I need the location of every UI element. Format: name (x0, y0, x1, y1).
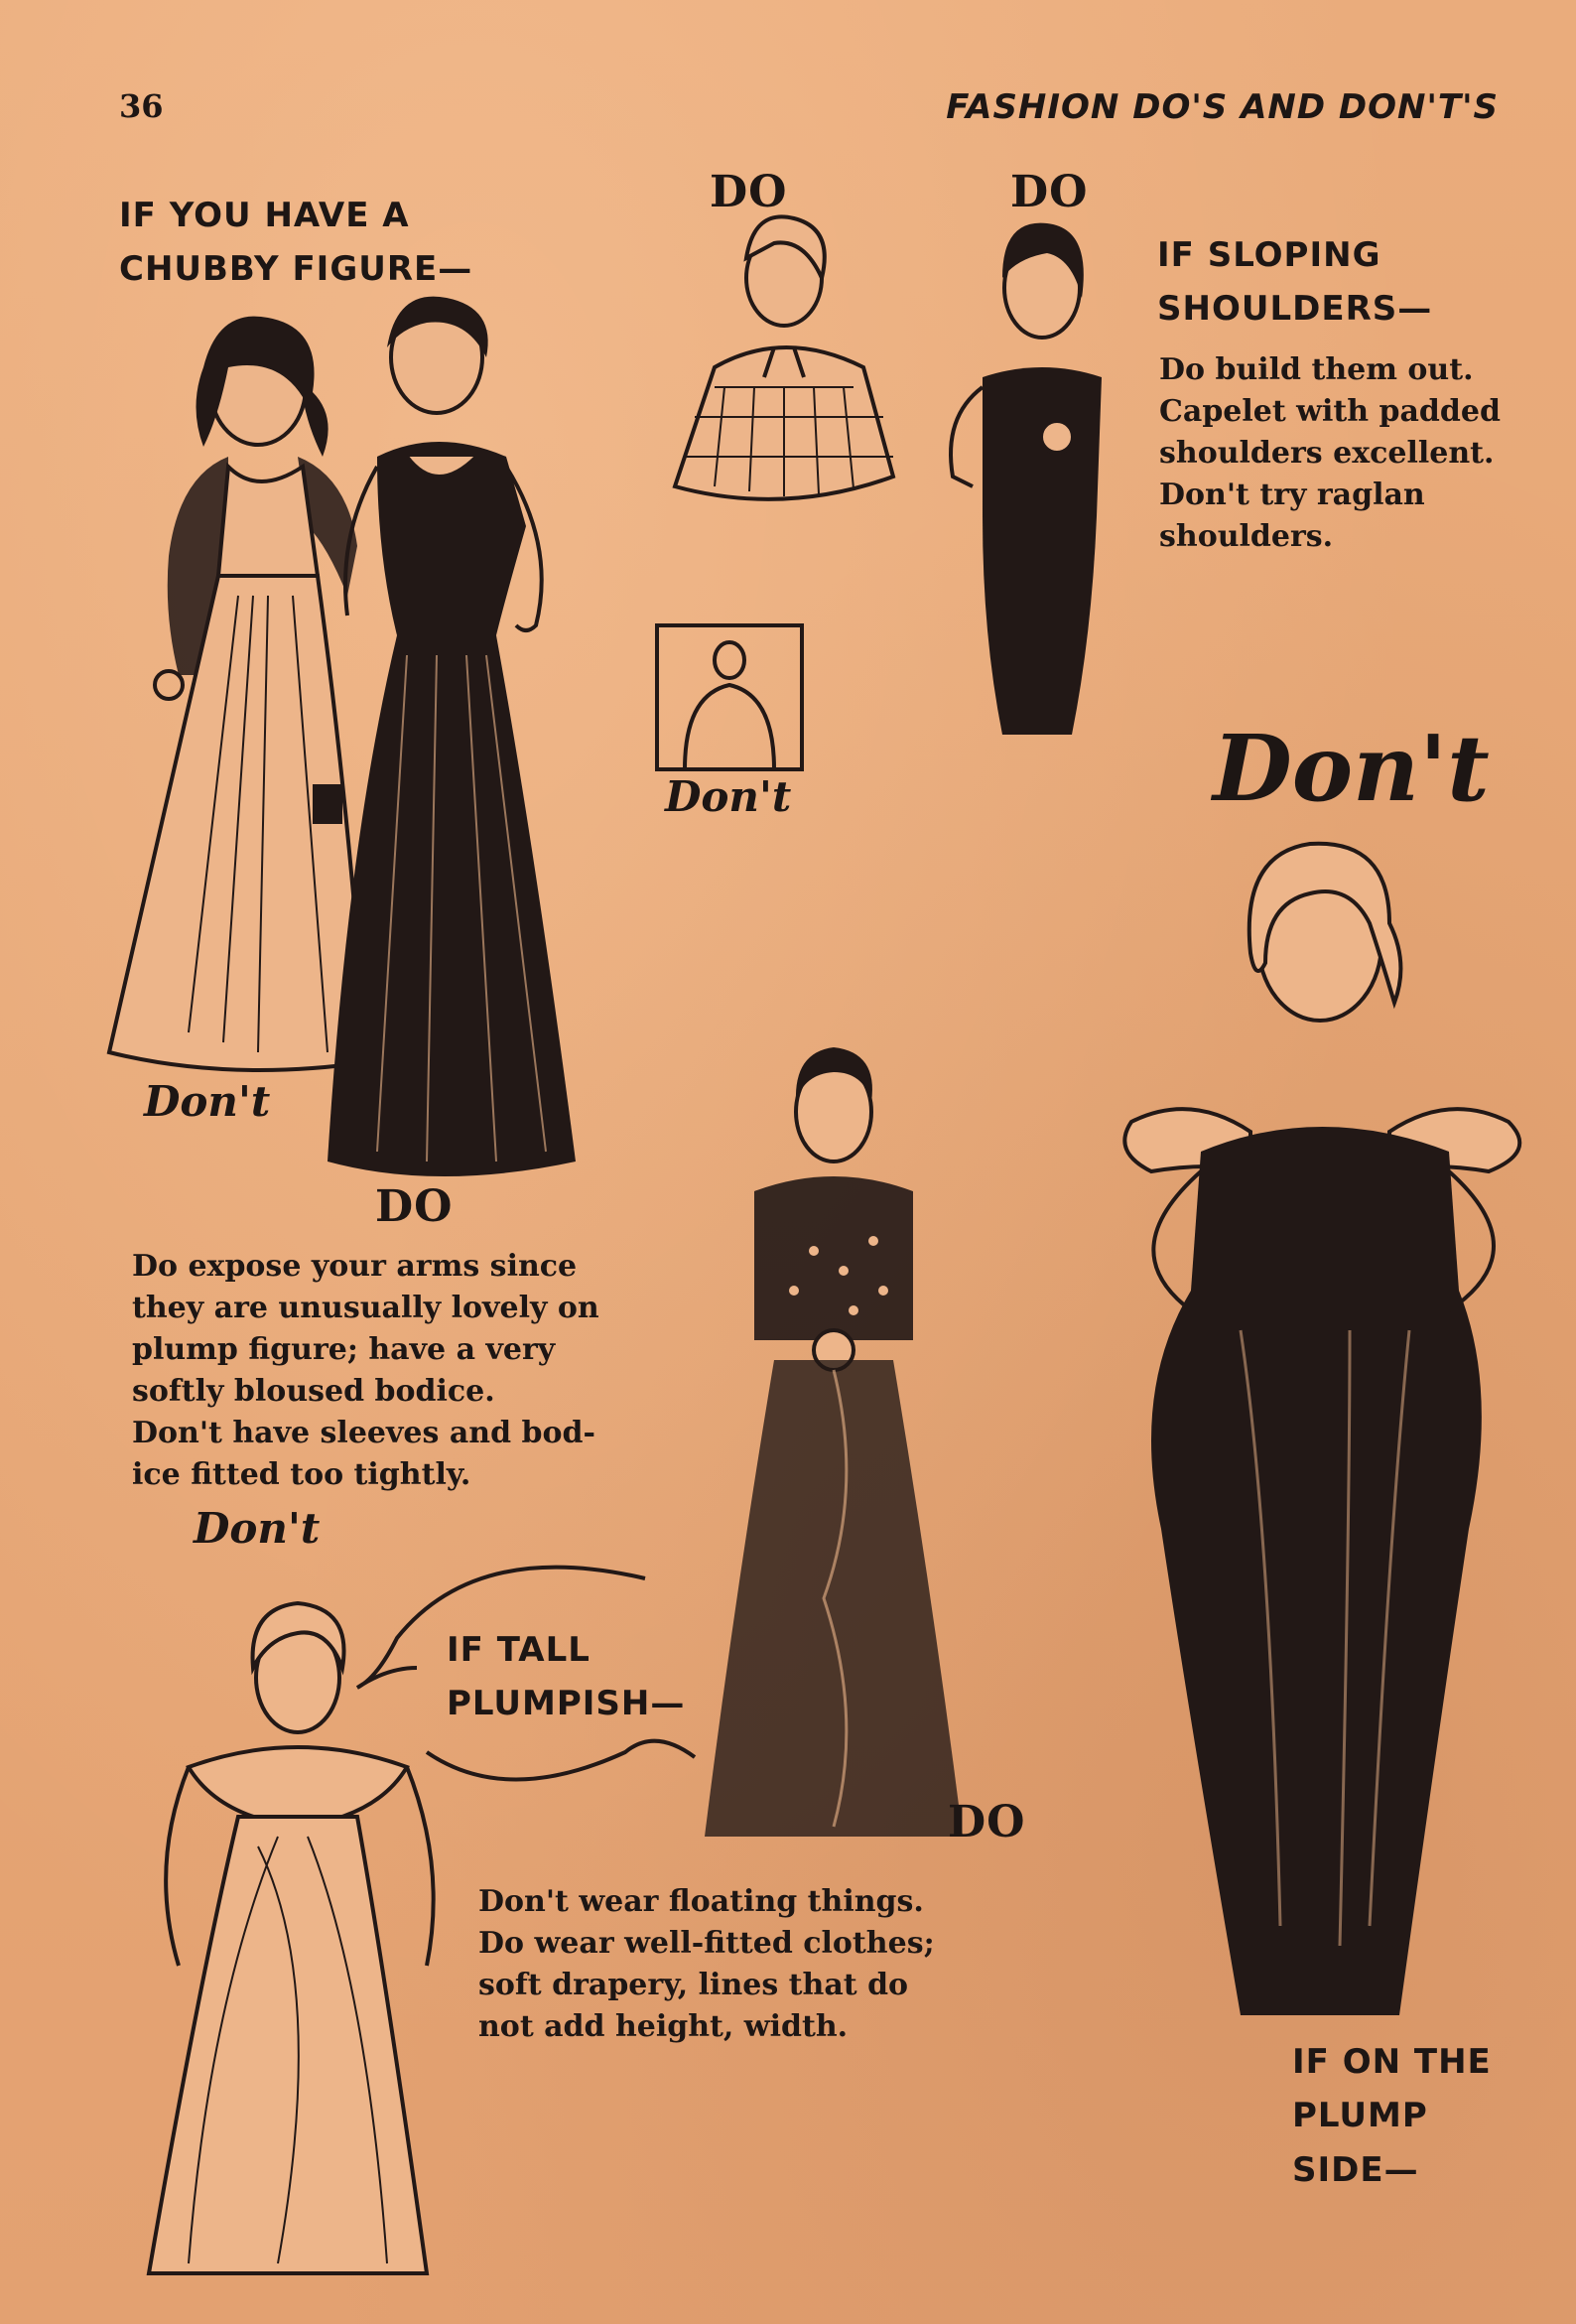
plump-heading: IF ON THE PLUMP SIDE— (1292, 2042, 1492, 2190)
tall-do-label: DO (948, 1797, 1026, 1847)
dark-dress-figure (951, 223, 1102, 735)
capelet-figure (675, 216, 893, 499)
plump-figure-illustration (1052, 834, 1568, 2045)
page-title: FASHION DO'S AND DON'T'S (946, 87, 1499, 127)
tall-heading: IF TALL PLUMPISH— (447, 1630, 686, 1724)
shoulders-do-label-2: DO (1010, 167, 1089, 217)
tall-dont-label: Don't (194, 1504, 321, 1553)
chubby-do-label: DO (375, 1181, 454, 1232)
shoulders-advice-text: Do build them out. Capelet with padded shoulders excellent. Don't try raglan shoulders. (1159, 352, 1501, 554)
raglan-diagram (657, 625, 802, 769)
tall-do-figure-illustration (685, 1042, 983, 1856)
plump-dont-label: Don't (1213, 715, 1490, 822)
shoulders-do-label-1: DO (710, 167, 788, 217)
chubby-advice-text: Do expose your arms since they are unusually lovely on plump figure; have a very softly bloused bodice. Don't have sleeves and bod- ice fitted too tightly. (132, 1249, 599, 1492)
shoulders-dont-label: Don't (665, 772, 792, 821)
shoulders-heading: IF SLOPING SHOULDERS— (1157, 235, 1433, 330)
dont-figure-light-gown (109, 317, 367, 1070)
chubby-dont-label: Don't (144, 1077, 271, 1126)
chubby-heading: IF YOU HAVE A CHUBBY FIGURE— (119, 196, 473, 290)
page-number: 36 (119, 87, 164, 125)
shoulders-figures-illustration (655, 218, 1112, 774)
do-figure-dark-gown (313, 297, 576, 1176)
tall-advice-text: Don't wear floating things. Do wear well-fitted clothes; soft drapery, lines that do not add height, width. (478, 1884, 935, 2044)
